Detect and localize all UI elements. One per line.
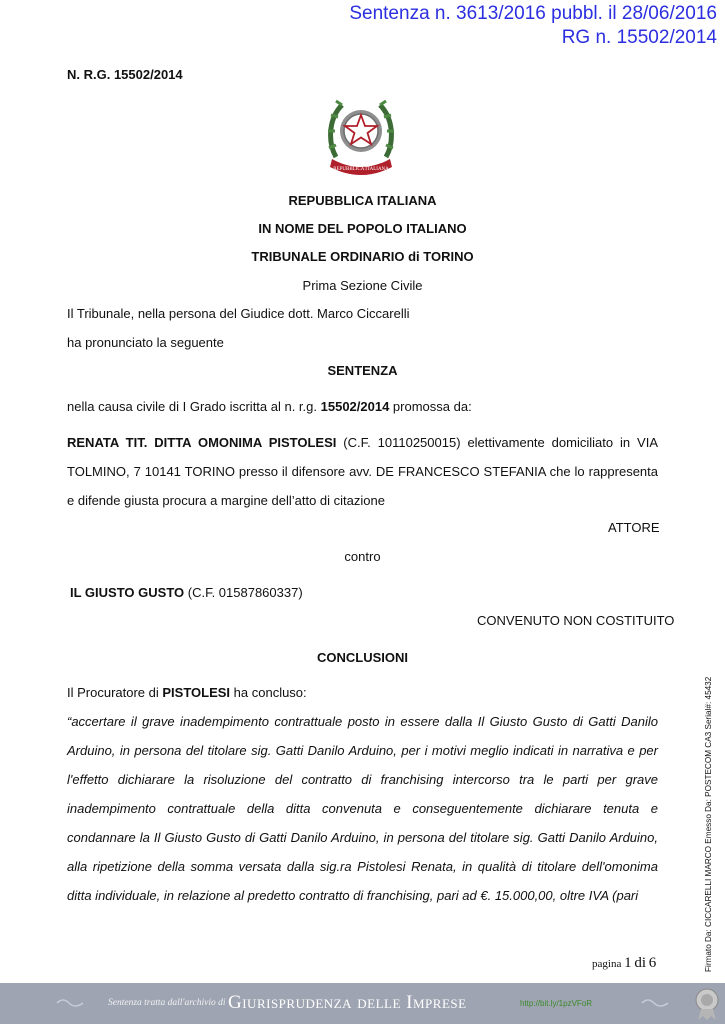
page-indicator: pagina 1 di 6 bbox=[592, 955, 657, 971]
emblem-ribbon-text: REPUBBLICA ITALIANA bbox=[333, 167, 389, 172]
digital-signature-note: Firmato Da: CICCARELLI MARCO Emesso Da: POSTECOM CA3 Serial#: 45432 bbox=[704, 676, 713, 972]
section-line: Prima Sezione Civile bbox=[302, 278, 423, 293]
conclusion-quote: “accertare il grave inadempimento contrattuale posto in essere dalla Il Giusto Gusto di Gatti Danilo Arduino, in persona del titolare sig. Gatti Danilo Arduino, per i motivi meglio indicati in narrativa e per l'effetto dichiarare la risoluzione del contratto di franchising intercorso tra le parti per grave inadempimento contrattuale della ditta convenuta e conseguentemente dichiarare tenuta e condannare la Il Giusto Gusto di Gatti Danilo Arduino, in persona del titolare sig. Gatti Danilo Arduino, alla ripetizione della somma versata dalla sig.ra Pistolesi Renata, in qualità di titolare dell'omonima ditta individuale, in relazione al predetto contratto di franchising, pari ad €. 15.000,00, oltre IVA (pari bbox=[67, 714, 658, 903]
plaintiff-name: RENATA TIT. DITTA OMONIMA PISTOLESI bbox=[67, 435, 337, 450]
left-ornament-icon bbox=[55, 993, 85, 1013]
defendant-line: IL GIUSTO GUSTO (C.F. 01587860337) bbox=[70, 585, 303, 600]
archive-label: Sentenza tratta dall'archivio di bbox=[108, 998, 226, 1008]
procuratore-name: PISTOLESI bbox=[162, 685, 231, 700]
cause-line: nella causa civile di I Grado iscritta al n. r.g. 15502/2014 promossa da: bbox=[67, 399, 472, 414]
sentenza-heading: SENTENZA bbox=[327, 363, 398, 378]
archive-link[interactable]: http://bit.ly/1pzVFoR bbox=[520, 999, 593, 1008]
judge-line: Il Tribunale, nella persona del Giudice dott. Marco Ciccarelli bbox=[67, 306, 410, 321]
republic-emblem-icon bbox=[326, 93, 396, 179]
conclusioni-heading: CONCLUSIONI bbox=[317, 650, 408, 665]
plaintiff-paragraph: RENATA TIT. DITTA OMONIMA PISTOLESI (C.F. 10110250015) elettivamente domiciliato in VIA TOLMINO, 7 10141 TORINO presso il difensore avv. DE FRANCESCO STEFANIA che lo rappresenta e difende giusta procura a margine dell’atto di citazione bbox=[67, 435, 658, 508]
court-heading: TRIBUNALE ORDINARIO di TORINO bbox=[251, 249, 474, 264]
defendant-name: IL GIUSTO GUSTO bbox=[70, 585, 185, 600]
republic-heading: REPUBBLICA ITALIANA bbox=[288, 193, 437, 208]
right-ornament-icon bbox=[640, 993, 670, 1013]
people-heading: IN NOME DEL POPOLO ITALIANO bbox=[258, 221, 467, 236]
pronounced-line: ha pronunciato la seguente bbox=[67, 335, 224, 350]
cause-number: 15502/2014 bbox=[320, 399, 390, 414]
sentence-number: Sentenza n. 3613/2016 pubbl. il 28/06/2016 bbox=[349, 3, 717, 24]
rg-label: N. R.G. 15502/2014 bbox=[67, 67, 183, 82]
procuratore-line: Il Procuratore di PISTOLESI ha concluso: bbox=[67, 685, 307, 700]
attore-label: ATTORE bbox=[608, 520, 660, 535]
contro-label: contro bbox=[344, 549, 381, 564]
rg-number: RG n. 15502/2014 bbox=[561, 27, 717, 48]
convenuto-label: CONVENUTO NON COSTITUITO bbox=[477, 613, 675, 628]
archive-brand: Giurisprudenza delle Imprese bbox=[228, 992, 467, 1013]
document-stamp bbox=[349, 2, 717, 50]
seal-icon bbox=[692, 987, 722, 1021]
archive-footer bbox=[0, 983, 725, 1024]
